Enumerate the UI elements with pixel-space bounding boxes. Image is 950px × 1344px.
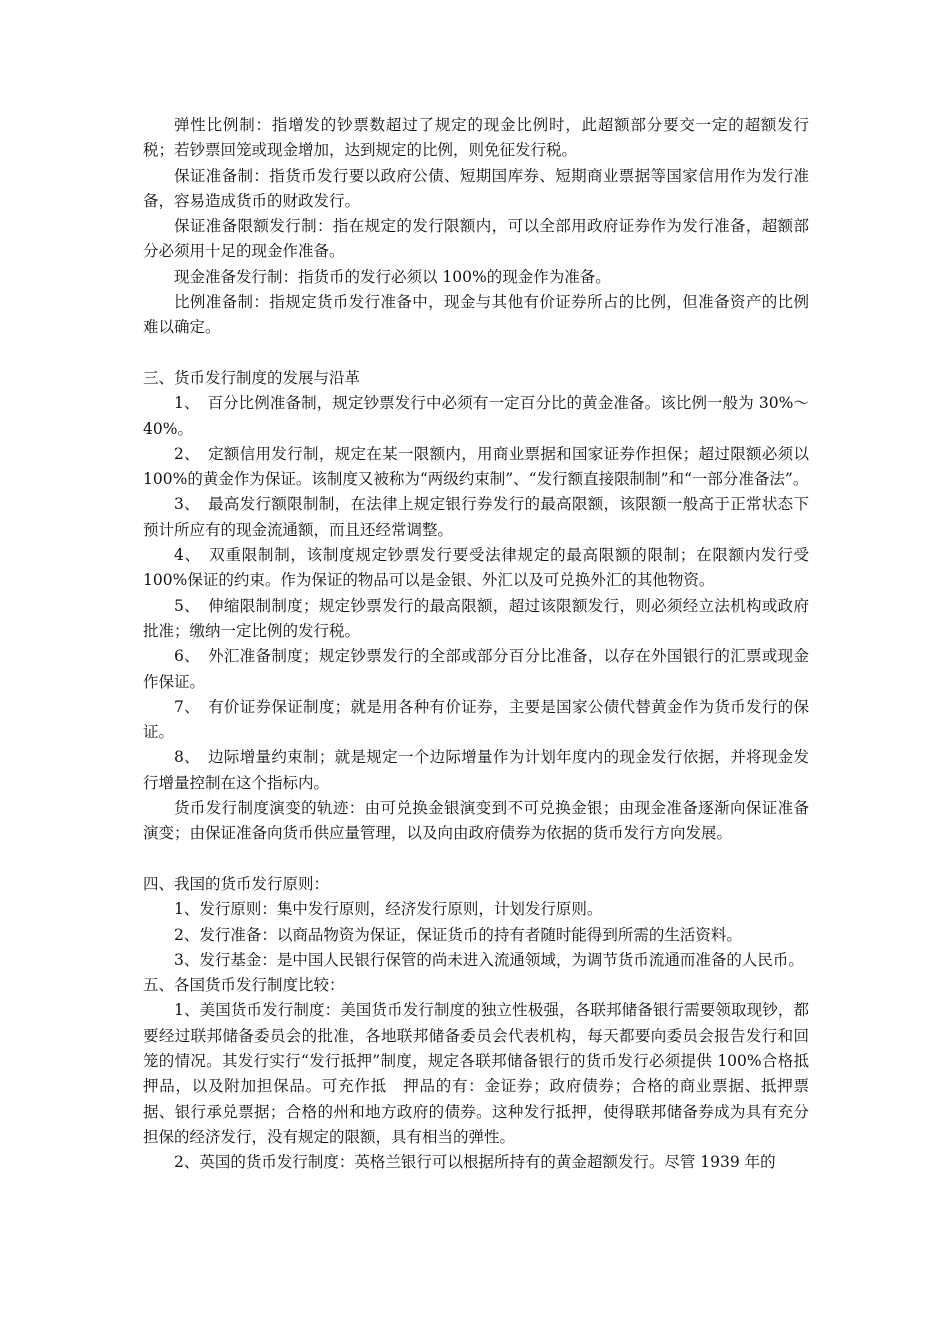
list-item: 1、美国货币发行制度：美国货币发行制度的独立性极强，各联邦储备银行需要领取现钞，都要经过联邦储备委员会的批准，各地联邦储备委员会代表机构，每天都要向委员会报告发行和回笼的情况。其发行实行“发行抵押”制度，规定各联邦储备银行的货币发行必须提供 100%合格抵押品，以及附加担保品。可充作抵 押品的有：金证券；政府债券；合格的商业票据、抵押票据、银行承兑票据；合格的州和地方政府的债券。这种发行抵押，使得联邦储备券成为具有充分担保的经济发行，没有规定的限额，具有相当的弹性。 [143,1001,809,1146]
paragraph-elastic-ratio: 弹性比例制：指增发的钞票数超过了规定的现金比例时，此超额部分要交一定的超额发行税；若钞票回笼或现金增加，达到规定的比例，则免征发行税。 [143,116,809,160]
paragraph-guarantee-reserve: 保证准备制：指货币发行要以政府公债、短期国库券、短期商业票据等国家信用作为发行准备，容易造成货币的财政发行。 [143,166,809,210]
list-item: 8、 边际增量约束制；就是规定一个边际增量作为计划年度内的现金发行依据，并将现金发行增量控制在这个指标内。 [143,748,809,792]
paragraph-ratio-reserve: 比例准备制：指规定货币发行准备中，现金与其他有价证券所占的比例，但准备资产的比例难以确定。 [143,293,809,337]
section-heading-5: 五、各国货币发行制度比较： [143,976,345,995]
list-item: 7、 有价证券保证制度；就是用各种有价证券，主要是国家公债代替黄金作为货币发行的保证。 [143,697,809,742]
section-heading-3: 三、货币发行制度的发展与沿革 [143,368,361,387]
list-item: 2、发行准备：以商品物资为保证，保证货币的持有者随时能得到所需的生活资料。 [174,925,742,944]
list-item: 3、 最高发行额限制制，在法律上规定银行券发行的最高限额，该限额一般高于正常状态下预计所应有的现金流通额，而且还经常调整。 [143,495,809,539]
list-item: 2、 定额信用发行制，规定在某一限额内，用商业票据和国家证券作担保；超过限额必须以 100%的黄金作为保证。该制度又被称为“两级约束制”、“发行额直接限制制”和“一部分准备法”。 [143,444,809,489]
list-item: 5、 伸缩限制制度；规定钞票发行的最高限额，超过该限额发行，则必须经立法机构或政府批准；缴纳一定比例的发行税。 [143,596,809,640]
spacer [143,341,809,366]
paragraph-guarantee-limit: 保证准备限额发行制：指在规定的发行限额内，可以全部用政府证券作为发行准备，超额部分必须用十足的现金作准备。 [143,217,809,261]
list-item: 1、 百分比例准备制，规定钞票发行中必须有一定百分比的黄金准备。该比例一般为 30%～40%。 [143,394,809,438]
list-item: 1、发行原则：集中发行原则，经济发行原则，计划发行原则。 [174,900,603,919]
list-item: 4、 双重限制制，该制度规定钞票发行要受法律规定的最高限额的限制；在限额内发行受 100%保证的约束。作为保证的物品可以是金银、外汇以及可兑换外汇的其他物资。 [143,546,809,590]
section-heading-4: 四、我国的货币发行原则： [143,874,330,893]
list-item: 3、发行基金：是中国人民银行保管的尚未进入流通领域，为调节货币流通而准备的人民币。 [174,950,804,969]
list-item: 6、 外汇准备制度；规定钞票发行的全部或部分百分比准备，以存在外国银行的汇票或现金作保证。 [143,647,809,691]
document-page [143,113,809,1175]
spacer [143,847,809,872]
section-summary: 货币发行制度演变的轨迹：由可兑换金银演变到不可兑换金银；由现金准备逐渐向保证准备演变；由保证准备向货币供应量管理，以及向由政府债券为依据的货币发行方向发展。 [143,799,809,843]
paragraph-cash-reserve: 现金准备发行制：指货币的发行必须以 100%的现金作为准备。 [174,267,611,286]
list-item: 2、英国的货币发行制度：英格兰银行可以根据所持有的黄金超额发行。尽管 1939 年的 [174,1153,776,1172]
